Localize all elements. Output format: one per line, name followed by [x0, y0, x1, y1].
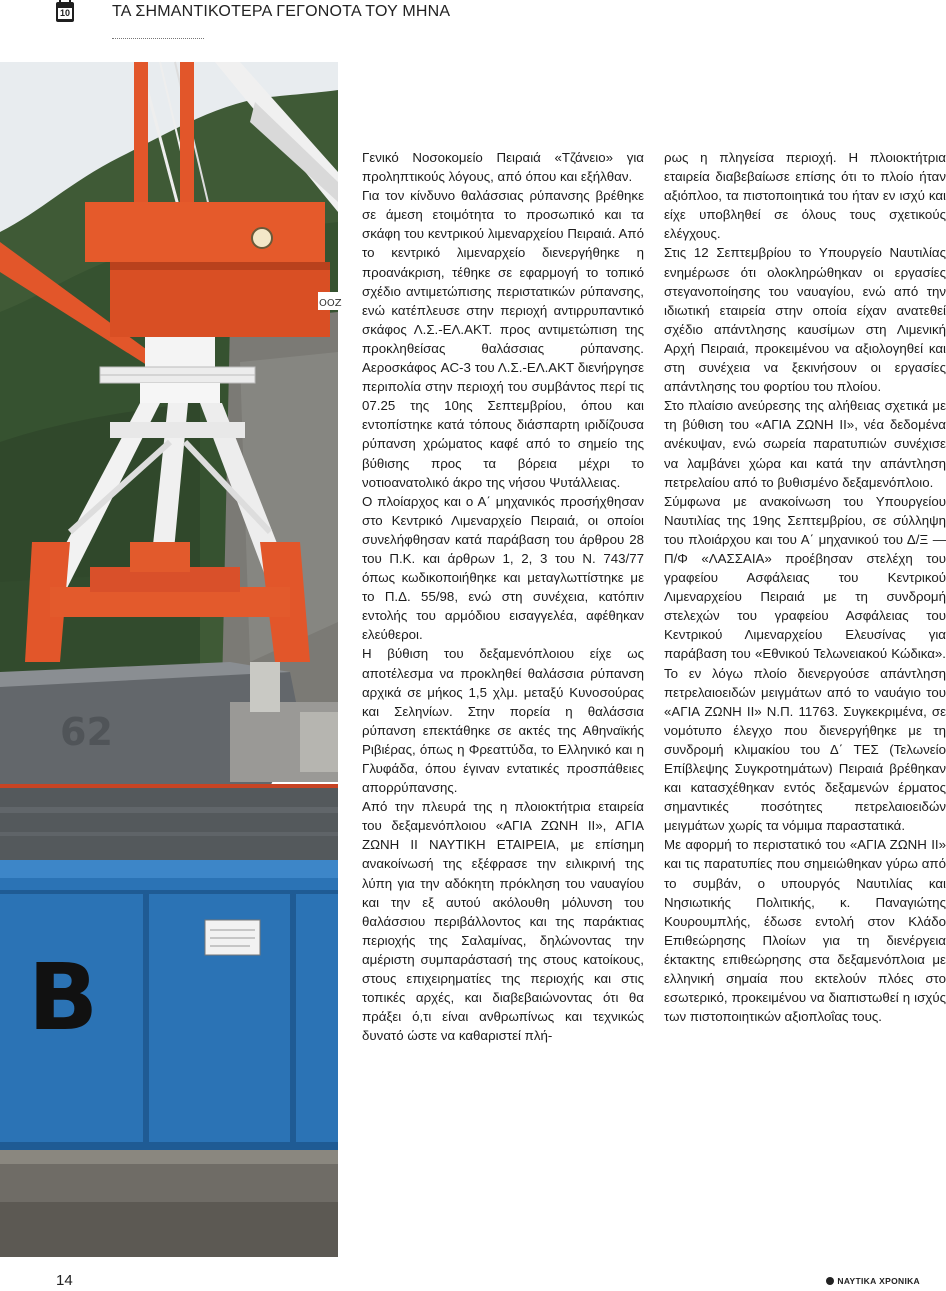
- paragraph: Με αφορμή το περιστατικό του «ΑΓΙΑ ΖΩΝΗ ΙΙ» και τις παρατυπίες που σημειώθηκαν γύρω από το συμβάν, ο υπουργός Ναυτιλίας και Νησιωτικής Πολιτικής, κ. Παναγιώτης Κουρουμπλής, έδωσε εντολή στον Κλάδο Επιθεώρησης Πλοίων για τη διενέργεια έκτακτης επιθεώρησης στα δεξαμενόπλοια με ελληνική σημαία που εκτελούν πλόες στο εσωτερικό, προκειμένου να διαπιστωθεί η ισχύς των πιστοποιητικών αξιοπλοΐας τους.: [664, 837, 946, 1025]
- article-column-1: [362, 148, 644, 1045]
- harbor-photo-illustration: [0, 62, 342, 1257]
- paragraph: Ο πλοίαρχος και ο Α΄ μηχανικός προσήχθησαν στο Κεντρικό Λιμεναρχείο Πειραιά, οι οποίοι συνελήφθησαν κατά παράβαση του άρθρου 28 του Π.Κ. και άρθρων 1, 2, 3 του Ν. 743/77 όπως κωδικοποιήθηκε και μεταγλωττίστηκε με το Π.Δ. 55/98, ενώ στη συνέχεια, κατόπιν εντολής του αρμόδιου εισαγγελέα, αφέθηκαν ελεύθεροι.: [362, 493, 644, 643]
- magazine-brand: [826, 1276, 920, 1286]
- header-divider: [112, 38, 204, 39]
- paragraph: Γενικό Νοσοκομείο Πειραιά «Τζάνειο» για προληπτικούς λόγους, από όπου και εξήλθαν.: [362, 150, 644, 185]
- brand-logo-icon: [826, 1277, 834, 1285]
- calendar-icon: [56, 2, 74, 22]
- paragraph: ρως η πληγείσα περιοχή. Η πλοιοκτήτρια εταιρεία διαβεβαίωσε επίσης ότι το πλοίο ήταν αξιόπλοο, τα πιστοποιητικά του ήταν εν ισχύ και είχε υποβληθεί σε όλους τους σχετικούς ελέγχους.: [664, 150, 946, 242]
- paragraph: Στις 12 Σεπτεμβρίου το Υπουργείο Ναυτιλίας ενημέρωσε ότι ολοκληρώθηκαν οι εργασίες στεγανοποίησης του ναυαγίου, ενώ από την ιδιωτική εταιρεία στην οποία είχαν ανατεθεί σχέδιο απάντλησης καυσίμων στη Λιμενική Αρχή Πειραιά, προκειμένου να αξιολογηθεί και στη συνέχεια να ξεκινήσουν οι εργασίες απάντλησης του φορτίου του πλοίου.: [664, 245, 946, 395]
- section-title: ΤΑ ΣΗΜΑΝΤΙΚΟΤΕΡΑ ΓΕΓΟΝΟΤΑ ΤΟΥ ΜΗΝΑ: [112, 3, 451, 20]
- brand-name: ΝΑΥΤΙΚΑ ΧΡΟΝΙΚΑ: [837, 1276, 920, 1286]
- paragraph: Σύμφωνα με ανακοίνωση του Υπουργείου Ναυτιλίας της 19ης Σεπτεμβρίου, σε σύλληψη του πλοιάρχου και του Α΄ μηχανικού του Δ/Ξ — Π/Φ «ΛΑΣΣΑΙΑ» προέβησαν στελέχη του γραφείου Ασφάλειας του Κεντρικού Λιμεναρχείου Πειραιά με τη συνδρομή στελεχών του γραφείου Ασφάλειας του Κεντρικού Λιμεναρχείου Ελευσίνας για παράβαση του «Εθνικού Τελωνειακού Κώδικα». Το εν λόγω πλοίο διενεργούσε απάντληση πετρελαιοειδών μειγμάτων από το ναυάγιο του «ΑΓΙΑ ΖΩΝΗ ΙΙ» Ν.Π. 11763. Συγκεκριμένα, σε νομότυπο έλεγχο που διενεργήθηκε με τη συνδρομή κλιμακίου του Δ΄ ΤΕΣ (Τελωνείο Επίβλεψης Συγκροτημάτων) Πειραιά βρέθηκαν και κατασχέθηκαν εντός δεξαμενών έρματος σημαντικές ποσότητες πετρελαιοειδών μειγμάτων χωρίς τα νόμιμα παραστατικά.: [664, 493, 946, 834]
- crane-label-text: OOZ: [319, 298, 342, 309]
- container-letter: B: [28, 944, 99, 1051]
- paragraph: Η βύθιση του δεξαμενόπλοιου είχε ως αποτέλεσμα να προκληθεί θαλάσσια ρύπανση αρχικά σε μήκος 1,5 χλμ. μεταξύ Κυνοσούρας και Σεληνίων. Στην πορεία η θαλάσσια ρύπανση επεκτάθηκε σε ακτές της Αθηναϊκής Ριβιέρας, όπως η Φρεαττύδα, το Ελληνικό και η Γλυφάδα, όπου έγιναν εντατικές προσπάθειες απορρύπανσης.: [362, 646, 644, 796]
- page-number: 14: [56, 1272, 73, 1289]
- paragraph: Στο πλαίσιο ανεύρεσης της αλήθειας σχετικά με τη βύθιση του «ΑΓΙΑ ΖΩΝΗ ΙΙ», νέα δεδομένα ανέκυψαν, ενώ σωρεία παρατυπιών συνέχισε να λαμβάνει χώρα και κατά την απάντληση πετρελαίου από το βυθισμένο δεξαμενόπλοιο.: [664, 398, 946, 490]
- paragraph: Για τον κίνδυνο θαλάσσιας ρύπανσης βρέθηκε σε άμεση ετοιμότητα το προσωπικό και τα σκάφη του κεντρικού λιμεναρχείου Πειραιά. Από το κεντρικό λιμεναρχείο διενεργήθηκε η προανάκριση, τέθηκε σε εφαρμογή το τοπικό σχέδιο αντιμετώπισης περιστατικών ρύπανσης, ενώ κατέπλευσε στην περιοχή αντιρρυπαντικό σκάφος Λ.Σ.-ΕΛ.ΑΚΤ. προς αντιμετώπιση της προκληθείσας θαλάσσιας ρύπανσης. Αεροσκάφος AC-3 του Λ.Σ.-ΕΛ.ΑΚΤ διενήργησε περιπολία στην περιοχή του συμβάντος περί τις 07.25 της 10ης Σεπτεμβρίου, όπου και εντοπίστηκε κατά τόπους διάσπαρτη ιριδίζουσα ρύπανση χρώματος καφέ από το σημείο της βύθισης προς τα βόρεια μέχρι το νοτιοανατολικό άκρο της νήσου Ψυτάλλειας.: [362, 188, 644, 490]
- hull-number: 62: [60, 710, 113, 754]
- paragraph: Από την πλευρά της η πλοιοκτήτρια εταιρεία του δεξαμενόπλοιου «ΑΓΙΑ ΖΩΝΗ ΙΙ», ΑΓΙΑ ΖΩΝΗ ΙΙ ΝΑΥΤΙΚΗ ΕΤΑΙΡΕΙΑ, με επίσημη ανακοίνωσή της εξέφρασε την ειλικρινή της λύπη για την αδόκητη πρόκληση του ναυαγίου και την εξ αυτού ακόλουθη μόλυνση του θαλάσσιου περιβάλλοντος και της παράκτιας περιοχής της Σαλαμίνας, δηλώνοντας την αμέριστη συμπαράστασή της στους κατοίκους, στους επιχειρηματίες της περιοχής και στις τοπικές αρχές, και διαβεβαιώνοντας ότι θα πράξει ό,τι είναι ανθρωπίνως και τεχνικώς δυνατό ώστε να καθαριστεί πλή-: [362, 799, 644, 1044]
- calendar-icon-number: 10: [59, 8, 70, 18]
- harbor-photo: [0, 62, 342, 1257]
- article-column-2: [664, 148, 946, 1026]
